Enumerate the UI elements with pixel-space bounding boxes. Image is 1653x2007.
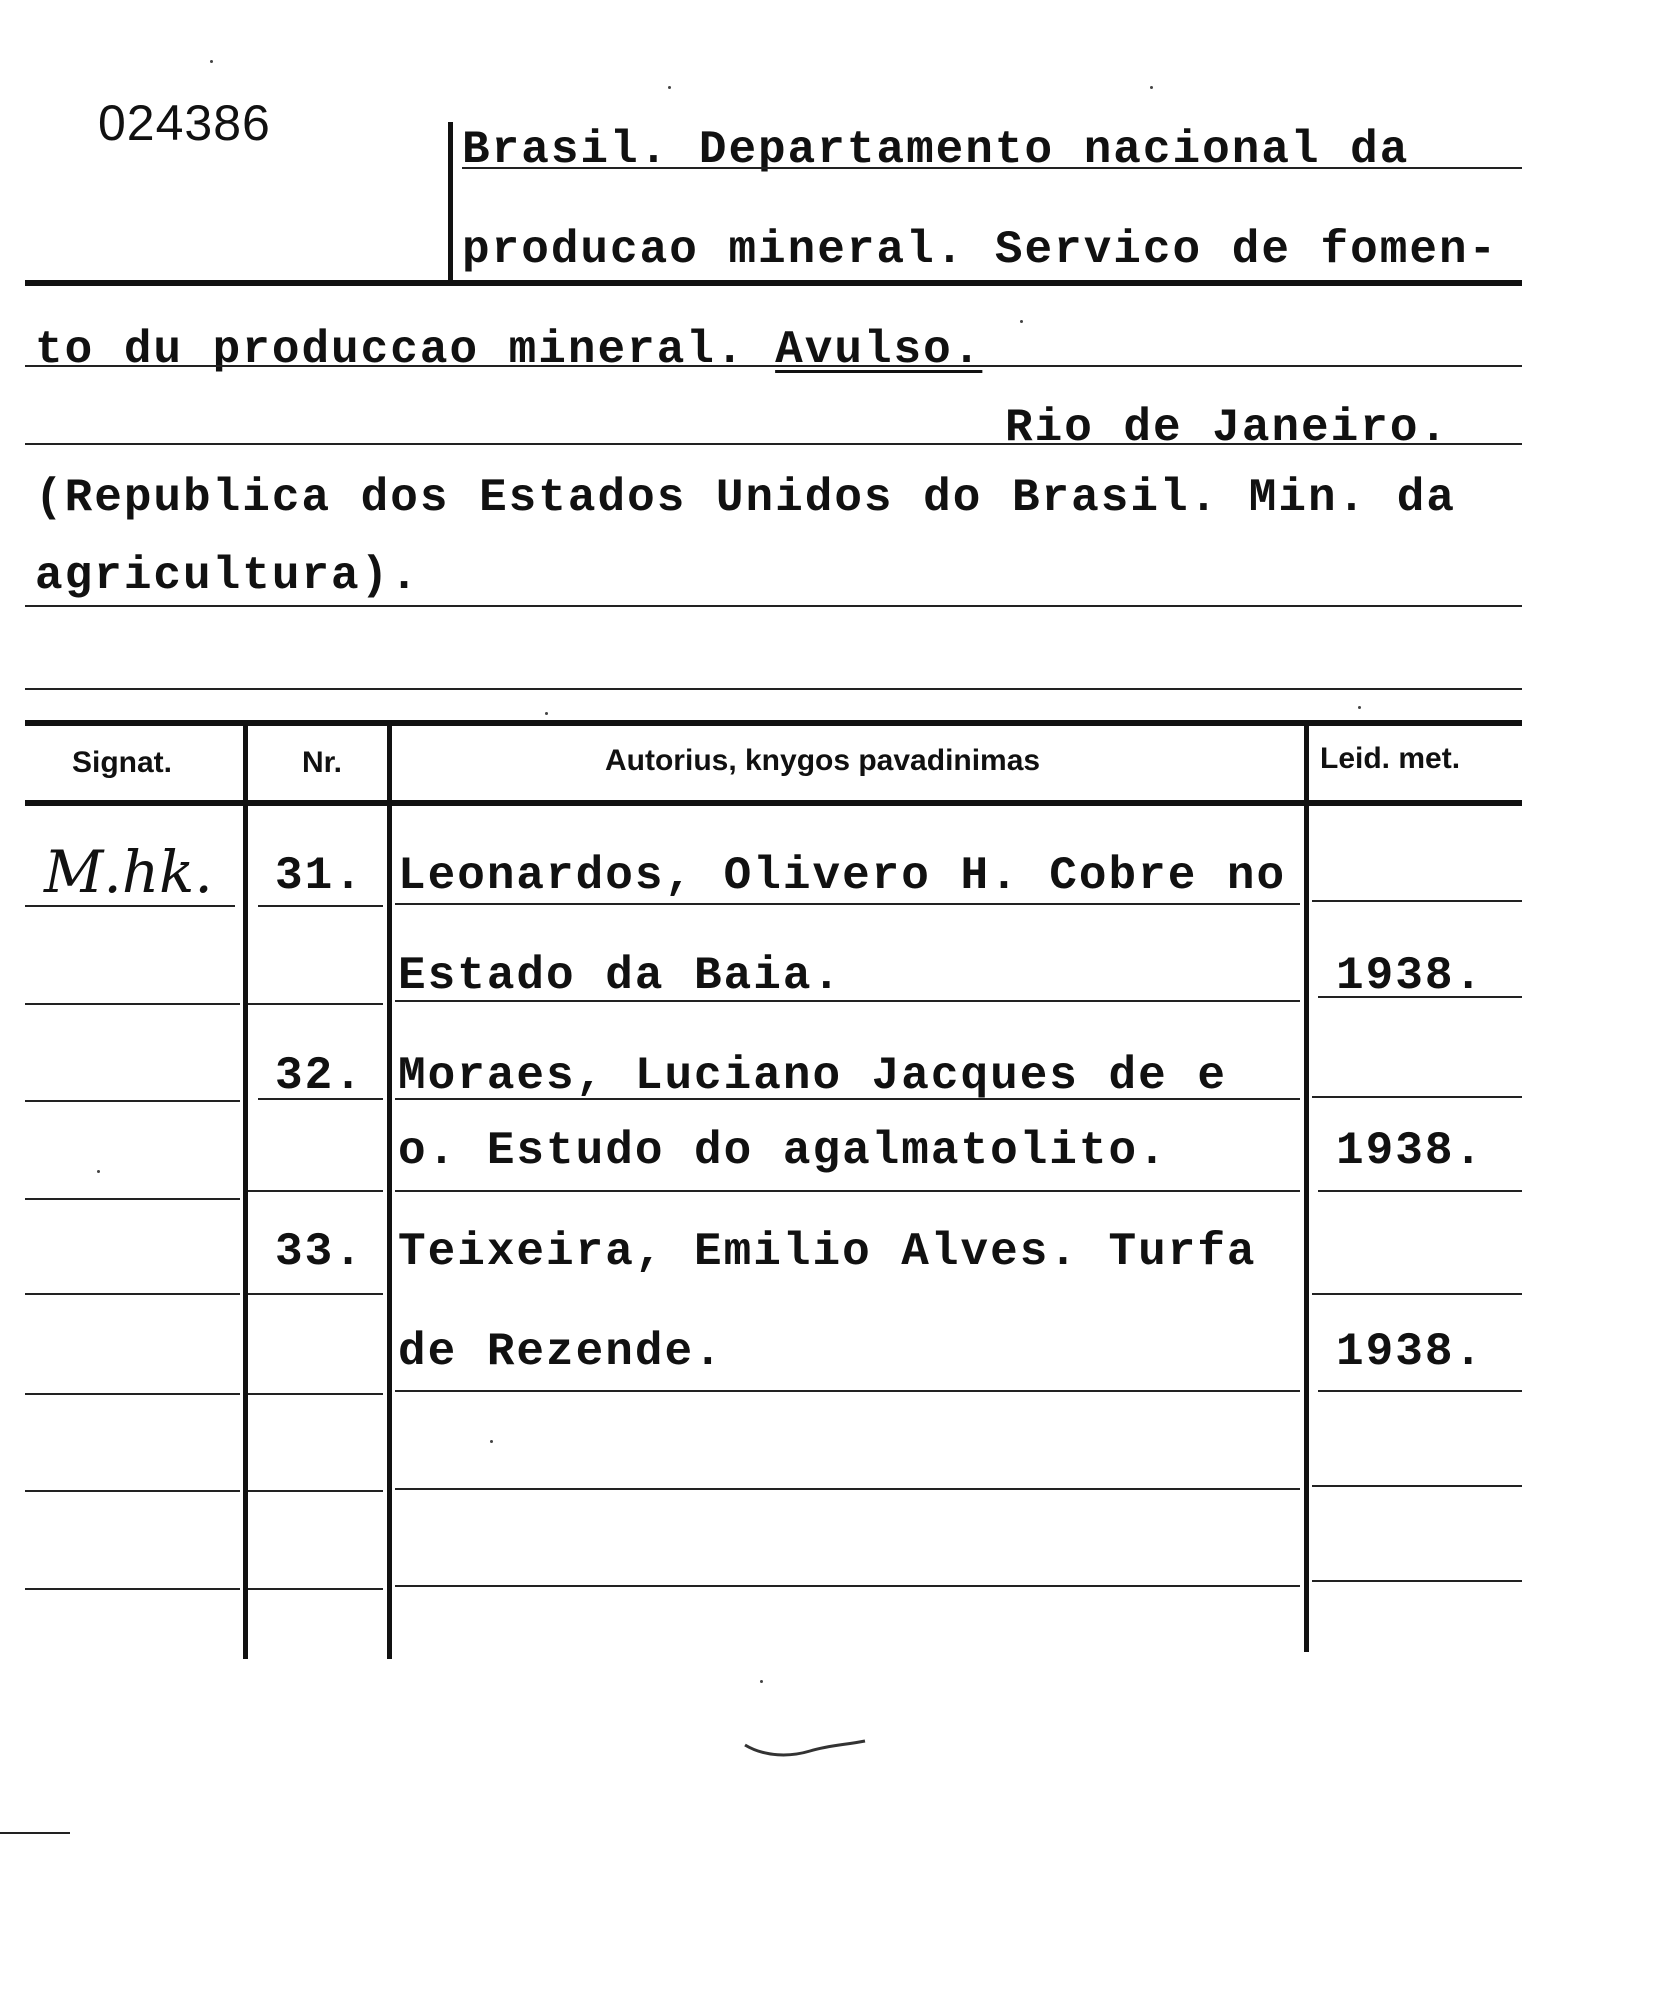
row-rule <box>248 1588 383 1590</box>
heading-line-1: Brasil. Departamento nacional da <box>462 124 1410 176</box>
card-number: 024386 <box>98 95 271 151</box>
scan-speck <box>545 712 548 715</box>
place: Rio de Janeiro. <box>1005 402 1450 454</box>
entry-nr: 33. <box>275 1226 364 1278</box>
scan-speck <box>1020 320 1023 323</box>
row-rule <box>1318 1190 1522 1192</box>
row-rule <box>248 1190 383 1192</box>
heading-line-2: producao mineral. Servico de fomen- <box>462 224 1499 276</box>
entry-line: o. Estudo do agalmatolito. <box>398 1125 1168 1177</box>
rule <box>25 688 1522 690</box>
row-rule <box>25 1393 240 1395</box>
scan-speck <box>210 60 213 63</box>
header-bottom-border <box>25 800 1522 806</box>
scan-speck <box>668 86 671 89</box>
entry-year: 1938. <box>1336 1326 1485 1378</box>
row-rule <box>395 1390 1300 1392</box>
column-divider <box>387 722 392 1659</box>
row-rule <box>395 1000 1300 1002</box>
row-rule <box>25 1003 240 1005</box>
series-line-1: (Republica dos Estados Unidos do Brasil. Min. da <box>35 472 1457 524</box>
row-rule <box>25 1588 240 1590</box>
row-rule <box>395 1098 1300 1100</box>
row-rule <box>395 903 1300 905</box>
row-rule <box>258 1098 383 1100</box>
avulso-label: Avulso. <box>775 324 983 376</box>
heading-line-3-main: to du produccao mineral. <box>35 324 776 376</box>
entry-year: 1938. <box>1336 950 1485 1002</box>
row-rule <box>25 905 235 907</box>
row-rule <box>25 1100 240 1102</box>
scan-speck <box>1358 706 1361 709</box>
rule <box>25 365 1522 367</box>
row-rule <box>25 1490 240 1492</box>
entry-line: Teixeira, Emilio Alves. Turfa <box>398 1226 1257 1278</box>
scan-speck <box>490 1440 493 1443</box>
row-rule <box>1318 996 1522 998</box>
row-rule <box>395 1488 1300 1490</box>
rule <box>25 443 1522 445</box>
row-rule <box>248 1393 383 1395</box>
row-rule <box>1312 1485 1522 1487</box>
scan-speck <box>760 1680 763 1683</box>
row-rule <box>1312 1096 1522 1098</box>
row-rule <box>25 1293 240 1295</box>
row-rule <box>248 1490 383 1492</box>
row-rule <box>1312 1580 1522 1582</box>
scan-speck <box>97 1170 100 1173</box>
row-rule <box>248 1293 383 1295</box>
heading-line-3 <box>35 324 982 376</box>
series-line-2: agricultura). <box>35 550 420 602</box>
entry-nr: 31. <box>275 850 364 902</box>
row-rule <box>1312 900 1522 902</box>
scan-mark <box>0 1832 70 1834</box>
row-rule <box>258 905 383 907</box>
col-header-author-title: Autorius, knygos pavadinimas <box>605 744 1041 777</box>
scan-speck <box>1150 86 1153 89</box>
col-header-year: Leid. met. <box>1320 742 1461 775</box>
entry-line: de Rezende. <box>398 1326 724 1378</box>
rule <box>25 605 1522 607</box>
entry-line: Leonardos, Olivero H. Cobre no <box>398 850 1287 902</box>
row-rule <box>1318 1390 1522 1392</box>
row-rule <box>25 1198 240 1200</box>
row-rule <box>1312 1293 1522 1295</box>
table-top-border <box>25 720 1522 726</box>
col-header-signature: Signat. <box>72 746 173 779</box>
row-rule <box>395 1190 1300 1192</box>
entry-nr: 32. <box>275 1050 364 1102</box>
row-rule <box>395 1585 1300 1587</box>
entry-year: 1938. <box>1336 1125 1485 1177</box>
heading-divider <box>25 280 1522 286</box>
heading-bracket <box>448 122 453 284</box>
entry-line: Moraes, Luciano Jacques de e <box>398 1050 1227 1102</box>
row-rule <box>248 1003 383 1005</box>
entry-line: Estado da Baia. <box>398 950 843 1002</box>
scan-squiggle <box>740 1735 870 1765</box>
rule <box>462 167 1522 169</box>
col-header-number: Nr. <box>302 746 343 779</box>
signature-value: M.hk. <box>44 838 213 906</box>
column-divider <box>1304 722 1309 1652</box>
